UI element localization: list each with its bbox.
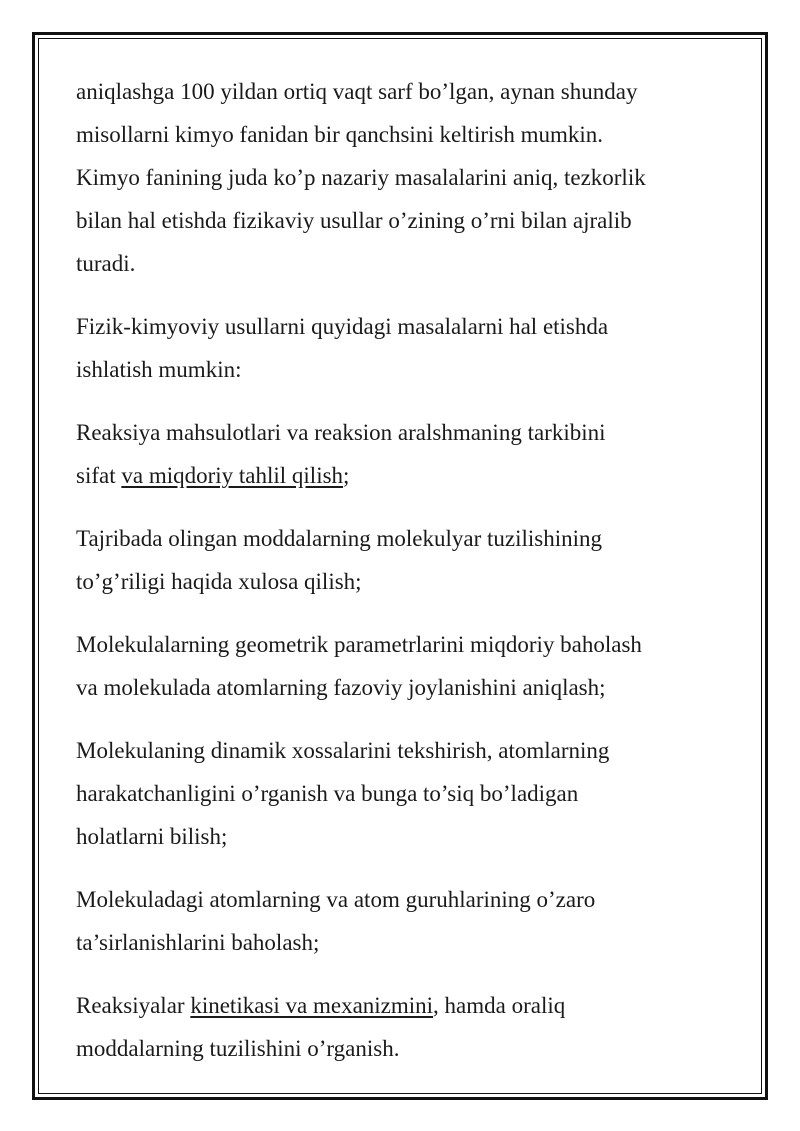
text-line: holatlarni bilish; <box>76 824 228 849</box>
text-segment: ; <box>343 463 350 488</box>
paragraph-item-kinetics <box>76 984 726 1070</box>
paragraph-intro <box>76 70 726 285</box>
text-line: Molekulaning dinamik xossalarini tekshirish, atomlarning <box>76 738 610 763</box>
text-line: va molekulada atomlarning fazoviy joylanishini aniqlash; <box>76 675 606 700</box>
text-line: ishlatish mumkin: <box>76 357 242 382</box>
text-line: Reaksiya mahsulotlari va reaksion aralshmaning tarkibini <box>76 420 606 445</box>
paragraph-item-dynamics <box>76 729 726 858</box>
text-line: bilan hal etishda fizikaviy usullar o’zining o’rni bilan ajralib <box>76 208 632 233</box>
text-line: aniqlashga 100 yildan ortiq vaqt sarf bo’lgan, aynan shunday <box>76 79 638 104</box>
text-line: Kimyo fanining juda ko’p nazariy masalalarini aniq, tezkorlik <box>76 165 646 190</box>
text-segment: Reaksiyalar <box>76 993 191 1018</box>
text-segment: sifat <box>76 463 122 488</box>
text-line: harakatchanligini o’rganish va bunga to’siq bo’ladigan <box>76 781 579 806</box>
text-line: to’g’riligi haqida xulosa qilish; <box>76 569 362 594</box>
paragraph-item-interactions <box>76 878 726 964</box>
text-line: moddalarning tuzilishini o’rganish. <box>76 1036 400 1061</box>
text-line: misollarni kimyo fanidan bir qanchsini keltirish mumkin. <box>76 122 604 147</box>
text-line: Fizik-kimyoviy usullarni quyidagi masalalarni hal etishda <box>76 314 609 339</box>
text-line: ta’sirlanishlarini baholash; <box>76 930 320 955</box>
link-quantitative-analysis[interactable]: va miqdoriy tahlil qilish <box>121 463 344 488</box>
text-line: Tajribada olingan moddalarning molekulyar tuzilishining <box>76 526 602 551</box>
paragraph-item-structure <box>76 517 726 603</box>
text-line: Molekuladagi atomlarning va atom guruhlarining o’zaro <box>76 887 596 912</box>
paragraph-usage-intro <box>76 305 726 391</box>
paragraph-item-analysis <box>76 411 726 497</box>
text-segment: , hamda oraliq <box>433 993 566 1018</box>
text-line <box>76 984 726 1027</box>
document-body <box>76 70 726 1090</box>
link-kinetics-mechanism[interactable]: kinetikasi va mexanizmini <box>190 993 434 1018</box>
text-line: turadi. <box>76 251 136 276</box>
text-line: Molekulalarning geometrik parametrlarini miqdoriy baholash <box>76 632 642 657</box>
text-line <box>76 454 726 497</box>
paragraph-item-geometry <box>76 623 726 709</box>
